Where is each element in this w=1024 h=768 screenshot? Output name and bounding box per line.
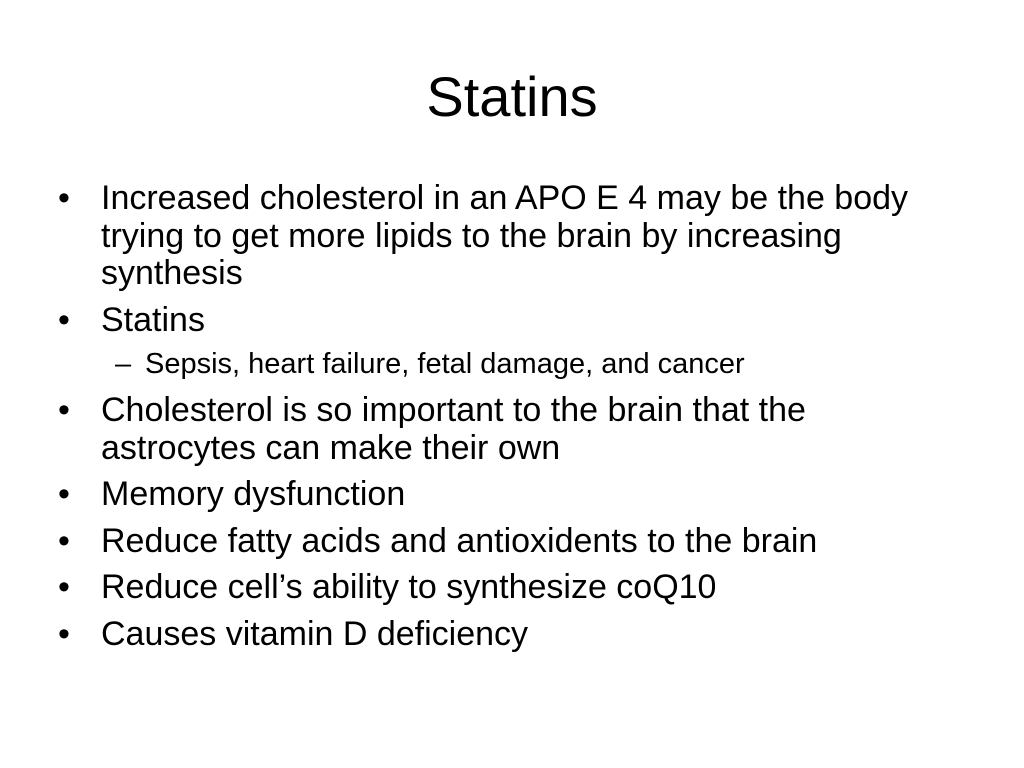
bullet-item xyxy=(58,392,968,467)
bullet-text: Increased cholesterol in an APO E 4 may be the body trying to get more lipids to the brain by increasing synthesis xyxy=(101,179,909,292)
bullet-marker: • xyxy=(58,391,70,429)
bullet-item xyxy=(58,180,968,293)
bullet-item xyxy=(58,616,968,654)
bullet-marker: • xyxy=(58,300,70,339)
bullet-marker: • xyxy=(58,475,70,513)
bullet-item xyxy=(58,523,968,561)
bullet-text: Statins xyxy=(101,300,205,339)
sub-bullet-text: Sepsis, heart failure, fetal damage, and cancer xyxy=(145,348,745,380)
bullet-text: Reduce fatty acids and antioxidents to the brain xyxy=(101,521,818,560)
sub-bullet-item xyxy=(58,348,968,381)
bullet-text: Memory dysfunction xyxy=(101,475,406,513)
bullet-item xyxy=(58,569,968,607)
bullet-marker: • xyxy=(58,521,70,560)
slide-title: Statins xyxy=(426,65,598,128)
bullet-marker: • xyxy=(58,568,70,606)
bullet-item xyxy=(58,302,968,340)
bullet-text: Cholesterol is so important to the brain that the astrocytes can make their own xyxy=(101,391,806,467)
bullet-marker: • xyxy=(58,179,70,217)
bullet-text: Reduce cell’s ability to synthesize coQ10 xyxy=(101,568,717,606)
bullet-text: Causes vitamin D deficiency xyxy=(101,614,529,653)
dash-marker: – xyxy=(115,348,132,380)
bullet-item xyxy=(58,476,968,514)
bullet-list xyxy=(58,180,968,662)
bullet-marker: • xyxy=(58,614,70,653)
